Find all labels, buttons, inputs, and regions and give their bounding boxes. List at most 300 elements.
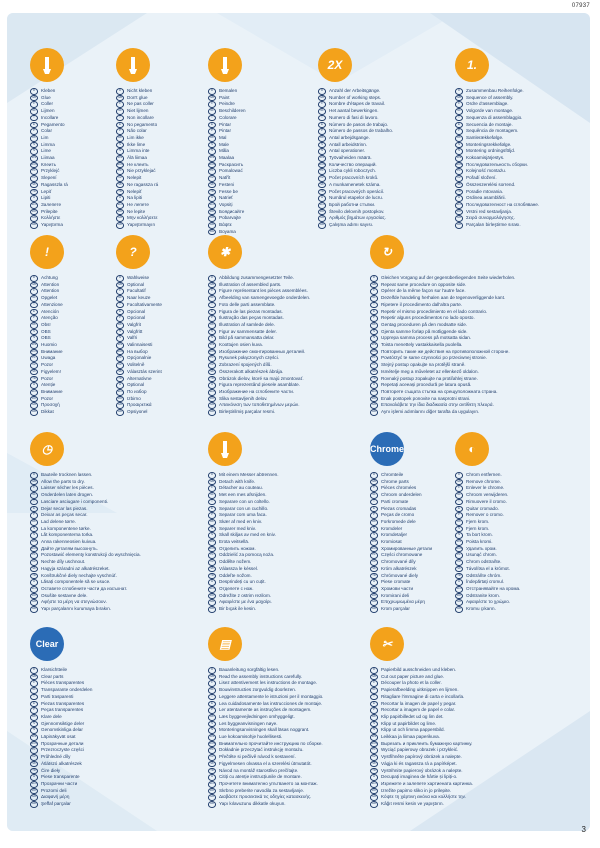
translation-text: Ta bort krom. bbox=[466, 532, 493, 538]
translation-text: Válassza le késsel. bbox=[219, 565, 259, 571]
translation-text: Прочетете внимателно упътването за монтаж. bbox=[219, 780, 318, 786]
translation-line bbox=[208, 168, 246, 175]
translation-text: Piezas transparentes bbox=[41, 700, 85, 706]
translation-line bbox=[370, 707, 473, 714]
language-code-badge: DK bbox=[455, 135, 463, 142]
chrome-remove-icon: ◐ bbox=[455, 432, 489, 466]
translation-text: Ordinea asamblării. bbox=[466, 195, 506, 201]
language-code-badge: RUS bbox=[208, 162, 216, 169]
translation-text: Ragasszla rá bbox=[41, 181, 68, 187]
translation-line bbox=[30, 512, 141, 519]
translation-text: Klare dele bbox=[41, 713, 62, 719]
translation-text: Gleichen Vorgang auf der gegenüberliegenden Seite wiederholen. bbox=[381, 275, 516, 280]
translation-line bbox=[370, 519, 432, 526]
language-code-badge: GR bbox=[208, 402, 216, 409]
language-code-badge: SLO bbox=[116, 202, 124, 209]
translation-line bbox=[30, 128, 68, 135]
language-code-badge: SK bbox=[370, 369, 378, 376]
language-code-badge: RUS bbox=[455, 546, 463, 553]
translation-text: Volitelně bbox=[127, 362, 145, 368]
translation-line bbox=[455, 155, 539, 162]
translation-line bbox=[370, 322, 515, 329]
translation-text: Opérer de la même façon sur l'autre face. bbox=[381, 288, 466, 294]
language-code-badge: HR bbox=[208, 606, 216, 613]
language-code-badge: S bbox=[208, 526, 216, 533]
translation-line bbox=[208, 768, 323, 775]
language-code-badge: GR bbox=[30, 794, 38, 801]
language-code-badge: F bbox=[30, 485, 38, 492]
translation-line bbox=[30, 687, 92, 694]
translation-text: Desprindeți cu un cuțit. bbox=[219, 579, 266, 585]
language-code-badge: GB bbox=[208, 282, 216, 289]
translation-text: Μην κολλήσετε bbox=[127, 215, 158, 221]
translation-line bbox=[116, 315, 162, 322]
translation-text: Átlátszó alkatrészek bbox=[41, 760, 82, 766]
language-code-badge: I bbox=[370, 694, 378, 701]
page-number: 3 bbox=[581, 825, 586, 834]
translation-text: Odstranite krom. bbox=[466, 592, 500, 598]
translation-text: Kromdeler bbox=[381, 525, 403, 531]
translation-line bbox=[30, 539, 141, 546]
language-code-badge: SK bbox=[30, 182, 38, 189]
language-code-badge: GB bbox=[30, 674, 38, 681]
translation-line bbox=[318, 135, 393, 142]
translation-line bbox=[116, 189, 158, 196]
translation-text: Toista menettely vastakkaisella puolella. bbox=[381, 342, 463, 348]
clear-badge-icon: Clear bbox=[30, 627, 64, 661]
translation-text: Nelepiť bbox=[127, 188, 142, 194]
language-code-badge: H bbox=[208, 579, 216, 586]
translation-line bbox=[116, 128, 158, 135]
language-code-badge: FIN bbox=[30, 155, 38, 162]
translation-line bbox=[30, 667, 92, 674]
translation-line bbox=[116, 362, 162, 369]
translation-list bbox=[455, 88, 539, 229]
translation-line bbox=[116, 88, 158, 95]
language-code-badge: NL bbox=[208, 687, 216, 694]
translation-line bbox=[370, 768, 473, 775]
language-code-badge: RUS bbox=[370, 546, 378, 553]
translation-line bbox=[370, 402, 515, 409]
translation-line bbox=[208, 88, 246, 95]
translation-line bbox=[116, 275, 162, 282]
language-code-badge: FIN bbox=[208, 155, 216, 162]
language-code-badge: N bbox=[208, 335, 216, 342]
translation-text: Figura reprezentând piesele asamblate. bbox=[219, 382, 300, 388]
translation-text: Izbirno bbox=[127, 395, 141, 401]
translation-text: Távolítsa el a krómot. bbox=[466, 565, 510, 571]
block-cut-paper bbox=[370, 627, 473, 808]
language-code-badge: P bbox=[208, 315, 216, 322]
translation-line bbox=[318, 175, 393, 182]
translation-line bbox=[455, 162, 539, 169]
translation-text: Enak postopek ponovite na nasprotni strani. bbox=[381, 395, 471, 401]
translation-line bbox=[208, 485, 279, 492]
translation-text: Боядисайте bbox=[219, 208, 245, 214]
translation-line bbox=[455, 506, 520, 513]
language-code-badge: SLO bbox=[370, 586, 378, 593]
translation-text: Bemalen bbox=[219, 88, 238, 93]
language-code-badge: RUS bbox=[116, 162, 124, 169]
translation-text: Dokładnie przeczytać instrukcję montażu. bbox=[219, 747, 304, 753]
translation-text: Îndepărtați cromul. bbox=[466, 579, 505, 585]
block-assembly-sequence bbox=[455, 48, 539, 229]
translation-text: Limma inte bbox=[127, 148, 150, 154]
translation-text: Antall arbeidstrinn. bbox=[329, 141, 368, 147]
translation-text: Male bbox=[219, 141, 229, 147]
translation-line bbox=[116, 402, 162, 409]
translation-text: Αφήστε τα μέρη να στεγνώσουν. bbox=[41, 599, 107, 605]
translation-line bbox=[30, 801, 92, 808]
translation-text: A munkamenetek száma. bbox=[329, 181, 381, 187]
translation-text: Количество операций. bbox=[329, 161, 377, 167]
translation-line bbox=[208, 209, 246, 216]
translation-line bbox=[116, 95, 158, 102]
language-code-badge: NL bbox=[455, 108, 463, 115]
translation-text: Piese transparente bbox=[41, 774, 80, 780]
question-mark-icon: ? bbox=[116, 235, 150, 269]
translation-line bbox=[208, 599, 279, 606]
language-code-badge: FIN bbox=[116, 155, 124, 162]
translation-text: Forkromede dele bbox=[381, 518, 416, 524]
translation-text: Repetir alguns procedimentos no lado oposto. bbox=[381, 315, 475, 321]
language-code-badge: SLO bbox=[30, 781, 38, 788]
language-code-badge: CZ bbox=[208, 175, 216, 182]
translation-text: Προαιρετικά bbox=[127, 402, 152, 408]
language-code-badge: CZ bbox=[30, 559, 38, 566]
translation-text: Отделить ножом. bbox=[219, 545, 256, 551]
translation-line bbox=[208, 322, 310, 329]
language-code-badge: GR bbox=[370, 402, 378, 409]
translation-text: Read the assembly instructions carefully. bbox=[219, 673, 303, 679]
translation-line bbox=[370, 389, 515, 396]
translation-line bbox=[208, 479, 279, 486]
translation-line bbox=[30, 168, 68, 175]
translation-line bbox=[30, 680, 92, 687]
translation-text: Boyama bbox=[219, 228, 236, 234]
translation-line bbox=[30, 674, 92, 681]
language-code-badge: I bbox=[370, 499, 378, 506]
translation-text: Työvaiheiden määrä. bbox=[329, 155, 372, 161]
language-code-badge: N bbox=[30, 727, 38, 734]
translation-text: Ler atentamente as instruções de montagem. bbox=[219, 707, 312, 713]
translation-text: Προσοχή bbox=[41, 402, 60, 408]
translation-text: Sequenza di assemblaggio. bbox=[466, 114, 523, 120]
translation-line bbox=[30, 315, 64, 322]
language-code-badge: GR bbox=[30, 215, 38, 222]
translation-text: Atención bbox=[41, 308, 59, 314]
translation-line bbox=[455, 101, 539, 108]
translation-text: Fjern krom. bbox=[466, 518, 490, 524]
language-code-badge: P bbox=[116, 315, 124, 322]
translation-text: Rysunek połączonych części. bbox=[219, 355, 280, 361]
language-code-badge: RO bbox=[208, 396, 216, 403]
translation-text: Deixar as peças secar. bbox=[41, 512, 88, 518]
translation-text: Limma bbox=[41, 141, 55, 147]
translation-list bbox=[116, 275, 162, 416]
language-code-badge: DK bbox=[208, 322, 216, 329]
language-code-badge: GB bbox=[208, 479, 216, 486]
language-code-badge: HR bbox=[370, 801, 378, 808]
translation-line bbox=[455, 519, 520, 526]
translation-line bbox=[318, 202, 393, 209]
translation-line bbox=[30, 734, 92, 741]
language-code-badge: SK bbox=[208, 761, 216, 768]
language-code-badge: F bbox=[30, 101, 38, 108]
language-code-badge: NL bbox=[208, 108, 216, 115]
block-optional bbox=[116, 235, 162, 416]
translation-line bbox=[370, 606, 432, 613]
translation-text: Не лепете bbox=[127, 201, 149, 207]
language-code-badge: NL bbox=[370, 492, 378, 499]
translation-line bbox=[30, 519, 141, 526]
translation-line bbox=[455, 128, 539, 135]
translation-line bbox=[455, 479, 520, 486]
translation-text: Attention bbox=[41, 288, 60, 294]
translation-line bbox=[370, 794, 473, 801]
language-code-badge: RO bbox=[30, 396, 38, 403]
translation-line bbox=[370, 485, 432, 492]
translation-text: Lim bbox=[41, 134, 49, 140]
translation-text: Monteringsrekkefølge. bbox=[466, 141, 512, 147]
translation-text: Изображение смонтированных деталей. bbox=[219, 348, 306, 354]
translation-line bbox=[208, 566, 279, 573]
translation-line bbox=[370, 315, 515, 322]
translation-line bbox=[30, 499, 141, 506]
language-code-badge: HR bbox=[30, 801, 38, 808]
translation-line bbox=[30, 606, 141, 613]
translation-line bbox=[370, 559, 432, 566]
translation-line bbox=[318, 215, 393, 222]
language-code-badge: GB bbox=[208, 95, 216, 102]
language-code-badge: SLO bbox=[30, 586, 38, 593]
translation-line bbox=[455, 142, 539, 149]
translation-line bbox=[116, 135, 158, 142]
language-code-badge: GB bbox=[30, 479, 38, 486]
language-code-badge: P bbox=[455, 512, 463, 519]
translation-text: Bauteile trocknen lassen. bbox=[41, 472, 93, 477]
translation-text: Festeni bbox=[219, 181, 235, 187]
language-code-badge: TR bbox=[208, 573, 216, 580]
language-code-badge: HR bbox=[370, 606, 378, 613]
translation-text: Slika sestavljenih delov. bbox=[219, 395, 268, 401]
language-code-badge: PL bbox=[116, 168, 124, 175]
language-code-badge: GB bbox=[455, 95, 463, 102]
language-code-badge: HR bbox=[455, 606, 463, 613]
language-code-badge: NL bbox=[30, 108, 38, 115]
language-code-badge: GB bbox=[30, 282, 38, 289]
language-code-badge: GR bbox=[208, 599, 216, 606]
translation-line bbox=[370, 674, 473, 681]
translation-line bbox=[370, 369, 515, 376]
translation-line bbox=[208, 342, 310, 349]
language-code-badge: P bbox=[116, 128, 124, 135]
language-code-badge: SK bbox=[116, 369, 124, 376]
translation-line bbox=[455, 552, 520, 559]
translation-text: Kromu çıkarın. bbox=[466, 606, 496, 612]
knife-icon bbox=[208, 432, 242, 466]
block-read-instructions bbox=[208, 627, 323, 808]
language-code-badge: E bbox=[370, 701, 378, 708]
translation-text: Çalışma adımı sayısı. bbox=[329, 222, 374, 228]
translation-line bbox=[455, 115, 539, 122]
translation-line bbox=[208, 701, 323, 708]
language-code-badge: P bbox=[30, 512, 38, 519]
translation-text: Leikkaa ja liimaa paperikuva. bbox=[381, 734, 440, 740]
translation-line bbox=[116, 376, 162, 383]
translation-line bbox=[208, 714, 323, 721]
translation-line bbox=[208, 579, 279, 586]
translation-text: Valgfritt bbox=[127, 328, 143, 334]
translation-line bbox=[208, 499, 279, 506]
translation-line bbox=[318, 182, 393, 189]
language-code-badge: I bbox=[208, 499, 216, 506]
language-code-badge: F bbox=[208, 101, 216, 108]
language-code-badge: D bbox=[116, 88, 124, 95]
language-code-badge: TR bbox=[455, 189, 463, 196]
language-code-badge: CZ bbox=[455, 175, 463, 182]
block-let-dry bbox=[30, 432, 141, 613]
translation-text: Oddělte nožem. bbox=[219, 559, 252, 565]
instructions-book-icon: ▤ bbox=[208, 627, 242, 661]
translation-text: Повторить такие же действия на противоположной стороне. bbox=[381, 348, 510, 354]
translation-line bbox=[208, 506, 279, 513]
language-code-badge: RO bbox=[370, 396, 378, 403]
translation-line bbox=[370, 295, 515, 302]
translation-line bbox=[208, 122, 246, 129]
language-code-badge: DK bbox=[370, 519, 378, 526]
language-code-badge: PL bbox=[455, 168, 463, 175]
language-code-badge: SLO bbox=[455, 586, 463, 593]
language-code-badge: P bbox=[208, 128, 216, 135]
translation-line bbox=[116, 288, 162, 295]
language-code-badge: F bbox=[30, 288, 38, 295]
translation-text: Изрежете и залепете хартиената картинка. bbox=[381, 780, 473, 786]
translation-text: Separer med kniv. bbox=[219, 525, 256, 531]
translation-text: Ismételje meg a műveletet az ellenkező oldalon. bbox=[381, 368, 479, 374]
translation-text: Oddzielić za pomocą noża. bbox=[219, 552, 275, 558]
translation-line bbox=[116, 202, 158, 209]
translation-text: Mit einem Messer abtrennen. bbox=[219, 472, 279, 477]
translation-line bbox=[208, 402, 310, 409]
translation-text: Leggere attentamente le istruzioni per il montaggio. bbox=[219, 693, 324, 699]
translation-list bbox=[208, 88, 246, 235]
translation-text: Attenzione bbox=[41, 301, 63, 307]
language-code-badge: RO bbox=[455, 593, 463, 600]
language-code-badge: NL bbox=[116, 108, 124, 115]
translation-line bbox=[208, 382, 310, 389]
translation-line bbox=[30, 559, 141, 566]
translation-text: Transparante onderdelen bbox=[41, 687, 93, 693]
translation-text: Obs! bbox=[41, 321, 51, 327]
translation-text: Illustration af samlede dele. bbox=[219, 321, 275, 327]
language-code-badge: GB bbox=[370, 674, 378, 681]
translation-text: Дайте деталям высохнуть. bbox=[41, 545, 98, 551]
language-code-badge: I bbox=[208, 302, 216, 309]
translation-text: Ne ragassza rá bbox=[127, 181, 159, 187]
language-code-badge: E bbox=[30, 701, 38, 708]
translation-line bbox=[318, 101, 393, 108]
translation-text: Chroom verwijderen. bbox=[466, 492, 509, 498]
block-repeat-opposite bbox=[370, 235, 515, 416]
language-code-badge: PL bbox=[30, 355, 38, 362]
language-code-badge: TR bbox=[208, 376, 216, 383]
language-code-badge: NL bbox=[208, 492, 216, 499]
translation-text: Decupați imaginea de hârtie și lipiți-o. bbox=[381, 774, 458, 780]
translation-text: Vágja ki és ragassza rá a papírképet. bbox=[381, 760, 457, 766]
language-code-badge: N bbox=[30, 148, 38, 155]
translation-text: Κόψτε τη χάρτινη εικόνα και κολλήστε την. bbox=[381, 794, 467, 800]
translation-text: Natřít bbox=[219, 175, 231, 181]
language-code-badge: N bbox=[318, 148, 326, 155]
language-code-badge: RUS bbox=[30, 546, 38, 553]
language-code-badge: P bbox=[370, 512, 378, 519]
translation-line bbox=[318, 189, 393, 196]
translation-line bbox=[370, 774, 473, 781]
translation-line bbox=[370, 499, 432, 506]
translation-line bbox=[116, 322, 162, 329]
translation-text: Kromdetaljer bbox=[381, 532, 408, 538]
translation-text: Repetir el mismo procedimiento en el lado contrario. bbox=[381, 308, 488, 314]
translation-text: Ordre d'assemblage. bbox=[466, 101, 509, 107]
language-code-badge: D bbox=[208, 88, 216, 95]
language-code-badge: SK bbox=[370, 566, 378, 573]
language-code-badge: H bbox=[455, 195, 463, 202]
language-code-badge: HR bbox=[30, 606, 38, 613]
language-code-badge: RO bbox=[116, 396, 124, 403]
translation-text: Opcional bbox=[127, 315, 146, 321]
translation-line bbox=[370, 335, 515, 342]
translation-text: Вырезать и приклеить бумажную картинку. bbox=[381, 740, 473, 746]
translation-line bbox=[318, 155, 393, 162]
language-code-badge: S bbox=[370, 526, 378, 533]
translation-text: Sequence of assembly. bbox=[466, 94, 514, 100]
translation-line bbox=[208, 275, 310, 282]
language-code-badge: RO bbox=[318, 209, 326, 216]
translation-line bbox=[208, 512, 279, 519]
language-code-badge: RUS bbox=[455, 162, 463, 169]
language-code-badge: D bbox=[370, 472, 378, 479]
block-chrome-parts bbox=[370, 432, 432, 613]
language-code-badge: GB bbox=[370, 479, 378, 486]
step-one-icon: 1. bbox=[455, 48, 489, 82]
language-code-badge: P bbox=[370, 315, 378, 322]
translation-line bbox=[30, 714, 92, 721]
translation-text: Počet pracovních kroků. bbox=[329, 175, 379, 181]
language-code-badge: N bbox=[370, 532, 378, 539]
translation-text: Lad delene tørre. bbox=[41, 518, 76, 524]
translation-line bbox=[208, 532, 279, 539]
translation-line bbox=[30, 115, 68, 122]
translation-text: Figyelem! bbox=[41, 368, 61, 374]
translation-line bbox=[30, 355, 64, 362]
translation-line bbox=[208, 128, 246, 135]
translation-line bbox=[455, 579, 520, 586]
translation-line bbox=[208, 202, 246, 209]
language-code-badge: D bbox=[208, 275, 216, 282]
translation-text: Pièces transparentes bbox=[41, 680, 85, 686]
language-code-badge: FIN bbox=[318, 155, 326, 162]
language-code-badge: H bbox=[30, 382, 38, 389]
translation-line bbox=[208, 754, 323, 761]
language-code-badge: CZ bbox=[116, 362, 124, 369]
language-code-badge: S bbox=[318, 142, 326, 149]
translation-text: Отделете с нож. bbox=[219, 585, 254, 591]
translation-text: Coller bbox=[41, 101, 53, 107]
translation-text: Natrieť bbox=[219, 195, 233, 201]
language-code-badge: H bbox=[116, 195, 124, 202]
paint-brush-icon bbox=[208, 48, 242, 82]
